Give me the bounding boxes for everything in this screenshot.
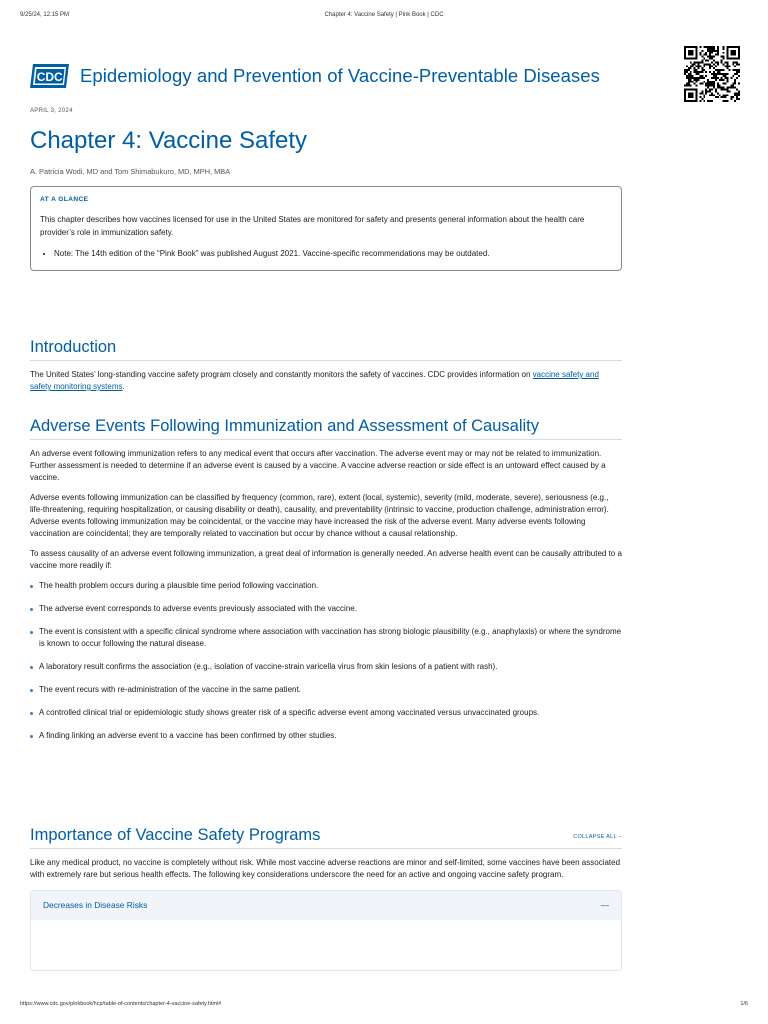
article-authors: A. Patricia Wodi, MD and Tom Shimabukuro, MD, MPH, MBA bbox=[30, 167, 231, 176]
print-timestamp: 9/25/24, 12:15 PM bbox=[20, 12, 70, 18]
adverse-paragraph-3: To assess causality of an adverse event following immunization, a great deal of information is generally needed. An adverse health event can be causally attributed to a vaccine more readily if: bbox=[30, 549, 622, 570]
accordion-body bbox=[31, 919, 621, 970]
print-page-number: 1/6 bbox=[740, 1001, 748, 1007]
collapse-icon[interactable]: — bbox=[600, 900, 609, 910]
list-item: The adverse event corresponds to adverse events previously associated with the vaccine. bbox=[30, 603, 622, 615]
accordion-header[interactable] bbox=[31, 891, 621, 919]
collapse-all-button[interactable] bbox=[573, 834, 622, 840]
article-header bbox=[30, 108, 622, 271]
causality-criteria-list bbox=[30, 580, 622, 742]
section-heading-introduction: Introduction bbox=[30, 338, 622, 361]
adverse-paragraph-1: An adverse event following immunization refers to any medical event that occurs after vaccination. The adverse event may or may not be related to immunization. Further assessment is needed to determine if an adverse event is caused by a vaccine. A vaccine adverse reaction or side effect is an untoward effect caused by a vaccine. bbox=[30, 449, 606, 482]
at-a-glance-box bbox=[30, 186, 622, 271]
at-a-glance-label: AT A GLANCE bbox=[40, 196, 89, 203]
intro-text: The United States’ long-standing vaccine safety program closely and constantly monitors the safety of vaccines. CDC provides information on bbox=[30, 370, 533, 379]
list-item: The event recurs with re-administration of the vaccine in the same patient. bbox=[30, 684, 622, 696]
section-importance bbox=[30, 826, 622, 971]
at-a-glance-note: • Note: The 14th edition of the “Pink Book” was published August 2021. Vaccine-specific recommendations may be outdated. bbox=[54, 247, 611, 260]
accordion-decreases-in-disease-risks bbox=[30, 890, 622, 971]
cdc-logo[interactable] bbox=[30, 62, 72, 90]
print-document-title: Chapter 4: Vaccine Safety | Pink Book | CDC bbox=[324, 12, 444, 18]
at-a-glance-list bbox=[40, 247, 611, 260]
vaccine-safety-link[interactable]: vaccine safety and safety monitoring systems bbox=[30, 370, 599, 391]
list-item: The event is consistent with a specific clinical syndrome where association with vaccination has strong biologic plausibility (e.g., anaphylaxis) or where the syndrome is known to occur following the natural disease. bbox=[30, 626, 622, 650]
section-adverse-events bbox=[30, 417, 622, 753]
collapse-all-label: COLLAPSE ALL bbox=[573, 834, 617, 840]
list-item: A laboratory result confirms the association (e.g., isolation of vaccine-strain varicella virus from skin lesions of a patient with rash). bbox=[30, 661, 622, 673]
page-title: Chapter 4: Vaccine Safety bbox=[30, 127, 308, 154]
site-header bbox=[30, 60, 600, 92]
adverse-paragraph-2: Adverse events following immunization can be classified by frequency (common, rare), extent (local, systemic), severity (mild, moderate, severe), seriousness (e.g., life-threatening, requiring hospitalization, or causing disability or death), causality, and preventability (intrinsic to vaccine, production challenge, administration error). Adverse events following immunization may be coincidental, or the vaccine may have increased the risk of the adverse event. Many adverse events following vaccination are coincidental; they are temporally related to vaccination but occur by chance without a causal relationship. bbox=[30, 493, 609, 538]
intro-text-end: . bbox=[122, 382, 125, 391]
print-footer bbox=[20, 1001, 748, 1011]
section-introduction bbox=[30, 338, 622, 393]
at-a-glance-text: This chapter describes how vaccines licensed for use in the United States are monitored for safety and presents general information about the health care provider’s role in immunization safety. bbox=[40, 215, 585, 237]
list-item: A finding linking an adverse event to a vaccine has been confirmed by other studies. bbox=[30, 730, 622, 742]
publish-date: APRIL 3, 2024 bbox=[30, 108, 73, 114]
accordion-title: Decreases in Disease Risks bbox=[43, 900, 148, 910]
site-title[interactable]: Epidemiology and Prevention of Vaccine-Preventable Diseases bbox=[80, 65, 600, 86]
print-url: https://www.cdc.gov/pinkbook/hcp/table-of-contents/chapter-4-vaccine-safety.html# bbox=[20, 1001, 222, 1007]
list-item: The health problem occurs during a plausible time period following vaccination. bbox=[30, 580, 622, 592]
intro-paragraph bbox=[30, 369, 622, 393]
print-header bbox=[20, 12, 748, 22]
section-heading-importance: Importance of Vaccine Safety Programs bbox=[30, 826, 622, 849]
cdc-logo-text: CDC bbox=[36, 70, 63, 84]
list-item: A controlled clinical trial or epidemiologic study shows greater risk of a specific adverse event among vaccinated versus unvaccinated groups. bbox=[30, 707, 622, 719]
qr-code bbox=[684, 46, 740, 102]
importance-paragraph: Like any medical product, no vaccine is completely without risk. While most vaccine adverse reactions are minor and self-limited, some vaccines have been associated with extremely rare but serious health effects. The following key considerations underscore the need for an active and ongoing vaccine safety program. bbox=[30, 858, 621, 879]
section-heading-adverse-events: Adverse Events Following Immunization and Assessment of Causality bbox=[30, 417, 622, 440]
collapse-all-icon: − bbox=[618, 834, 622, 840]
